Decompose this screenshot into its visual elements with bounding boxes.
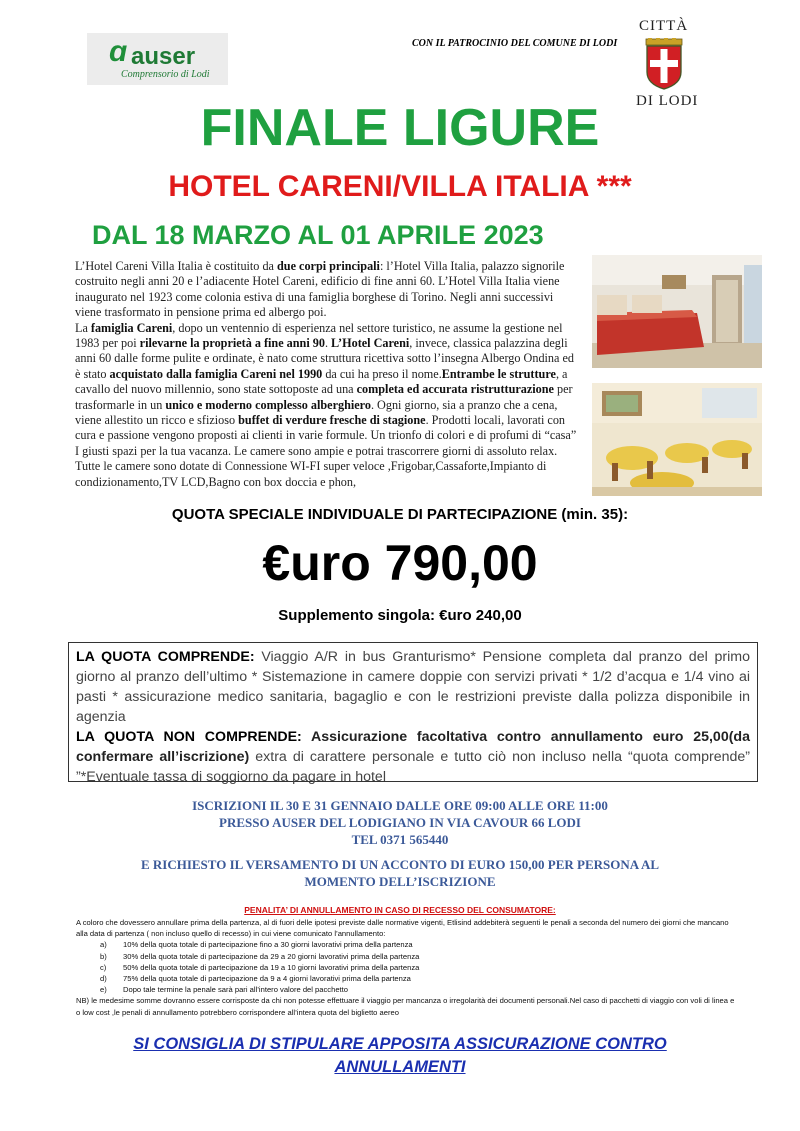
quota-details-box xyxy=(68,642,758,785)
hotel-stars: *** xyxy=(596,170,632,203)
crest-label-bottom: DI LODI xyxy=(636,93,699,109)
auser-logo xyxy=(87,33,228,85)
penalties-title: PENALITA’ DI ANNULLAMENTO IN CASO DI RECESSO DEL CONSUMATORE: xyxy=(244,905,556,915)
single-supplement: Supplemento singola: €uro 240,00 xyxy=(278,607,522,624)
quota-label: QUOTA SPECIALE INDIVIDUALE DI PARTECIPAZIONE (min. 35): xyxy=(171,506,629,523)
insurance-advice-line-2: ANNULLAMENTI xyxy=(334,1058,466,1076)
auser-logo-subtitle: Comprensorio di Lodi xyxy=(121,69,210,80)
quota-excludes-text: extra di carattere personale e tutto ciò non incluso nella “quota comprende” ”*Eventuale tassa di soggiorno da pagare in hotel xyxy=(76,749,751,785)
quota-includes-text: Viaggio A/R in bus Granturismo* Pensione completa dal pranzo del primo giorno al pranzo dell’ultimo * Sistemazione in camere doppie con servizi privati * 1/2 d’acqua e 1/4 vino ai pasti * assicurazione medico sanitaria, bagaglio e con le restrizioni previste dalla polizza disponibile in agenzia xyxy=(76,649,750,725)
insurance-advice-line-1: SI CONSIGLIA DI STIPULARE APPOSITA ASSICURAZIONE CONTRO xyxy=(133,1035,667,1053)
penalties-list xyxy=(76,939,736,995)
lodi-crest-icon xyxy=(645,38,683,90)
list-item: d) 75% della quota totale di partecipazione da 9 a 4 giorni lavorativi prima della partenza xyxy=(100,974,411,984)
auser-logo-brand: auser xyxy=(131,43,196,70)
hotel-restaurant-photo xyxy=(592,383,762,496)
quota-excludes xyxy=(76,727,750,787)
quota-excludes-insurance: Assicurazione facoltativa contro annullamento euro 25,00(da confermare all’iscrizione) xyxy=(76,729,750,765)
hotel-description xyxy=(75,259,580,490)
insurance-advice xyxy=(0,1033,800,1079)
auser-logo-mark-icon: ɑ xyxy=(109,35,128,68)
deposit-info xyxy=(0,856,800,890)
description-paragraph-1: L’Hotel Careni Villa Italia è costituito da due corpi principali: l’Hotel Villa Italia, palazzo signorile costruito negli anni 20 e l’adiacente Hotel Careni, edificio di fine anni 60. L’Hotel Villa Italia viene inaugurato nel 1923 come colonia estiva di una famiglia borghese di Torino. Negli anni successivi viene trasformato in pensione prima ed albergo poi. xyxy=(75,259,565,320)
list-item: c) 50% della quota totale di partecipazione da 19 a 10 giorni lavorativi prima della partenza xyxy=(100,962,420,972)
quota-includes xyxy=(76,647,750,727)
patrocinio-text: CON IL PATROCINIO DEL COMUNE DI LODI xyxy=(412,38,618,49)
hotel-name: HOTEL CARENI/VILLA ITALIA xyxy=(168,170,589,203)
list-item: e) Dopo tale termine la penale sarà pari all’intero valore del pacchetto xyxy=(100,985,348,995)
registration-info xyxy=(0,797,800,848)
hotel-room-photo xyxy=(592,255,762,368)
registration-address: PRESSO AUSER DEL LODIGIANO IN VIA CAVOUR 66 LODI xyxy=(219,815,581,830)
quota-includes-label: LA QUOTA COMPRENDE: xyxy=(76,649,255,665)
penalties-body xyxy=(76,917,736,1018)
penalties-intro: A coloro che dovessero annullare prima della partenza, al di fuori delle ipotesi previste dalle normative vigenti, Etlisind addebiterà seguenti le penali a seconda del numero dei giorni che mancano alla data di partenza ( non incluso quello di recesso) in cui viene comunicato l’annullamento: xyxy=(76,918,729,939)
price: €uro 790,00 xyxy=(262,535,538,591)
penalties-note: NB) le medesime somme dovranno essere corrisposte da chi non potesse effettuare il viaggio per mancanza o irregolarità dei documenti personali.Nel caso di pacchetti di viaggio con voli di linea e o low cost ,le penali di annullamento potrebbero corrispondere all’intera quota del biglietto aereo xyxy=(76,996,735,1017)
registration-phone: TEL 0371 565440 xyxy=(351,832,449,847)
crest-label-top: CITTÀ xyxy=(639,18,689,34)
quota-excludes-label: LA QUOTA NON COMPRENDE: xyxy=(76,729,302,745)
deposit-line-1: E RICHIESTO IL VERSAMENTO DI UN ACCONTO DI EURO 150,00 PER PERSONA AL xyxy=(140,857,660,872)
registration-dates: ISCRIZIONI IL 30 E 31 GENNAIO DALLE ORE 09:00 ALLE ORE 11:00 xyxy=(192,798,608,813)
destination-title: FINALE LIGURE xyxy=(200,99,600,157)
list-item: a) 10% della quota totale di partecipazione fino a 30 giorni lavorativi prima della partenza xyxy=(100,940,413,950)
list-item: b) 30% della quota totale di partecipazione da 29 a 20 giorni lavorativi prima della partenza xyxy=(100,951,420,961)
hotel-title xyxy=(0,170,800,204)
deposit-line-2: MOMENTO DELL’ISCRIZIONE xyxy=(304,874,496,889)
description-paragraph-2: La famiglia Careni, dopo un ventennio di esperienza nel settore turistico, ne assume la gestione nel 1983 per poi rilevarne la proprietà a fine anni 90. L’Hotel Careni, invece, classica palazzina degli anni 60 dalle forme pulite e ordinate, è nato come struttura ricettiva sotto l’insegna Albergo Ondina ed è stato acquistato dalla famiglia Careni nel 1990 da cui ha preso il nome.Entrambe le strutture, a cavallo del nuovo millennio, sono state sottoposte ad una completa ed accurata ristrutturazione per trasformarle in un unico e moderno complesso alberghiero. Ogni giorno, sia a pranzo che a cena, viene allestito un ricco e sfizioso buffet di verdure fresche di stagione. Prodotti locali, lavorati con cura e passione vengono proposti ai clienti in varie formule. Un trionfo di colori e di profumi di “casa” I giusti spazi per la tua vacanza. Le camere sono ampie e potrai trascorrere giorni di assoluto relax. Tutte le camere sono dotate di Connessione WI-FI super veloce ,Frigobar,Cassaforte,Impianto di condizionamento,TV LCD,Bagno con box doccia e phon, xyxy=(75,320,577,489)
trip-dates: DAL 18 MARZO AL 01 APRILE 2023 xyxy=(92,220,544,250)
